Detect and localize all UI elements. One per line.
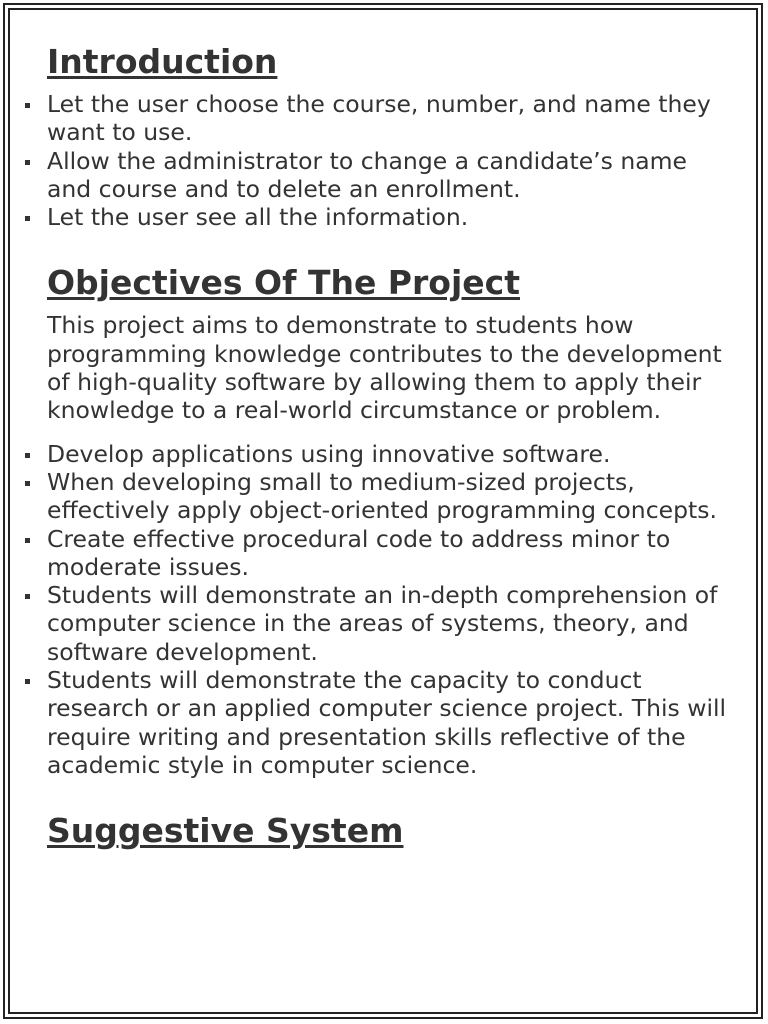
- objectives-paragraph: This project aims to demonstrate to students how programming knowledge contributes to the development of high-quality software by allowing them to apply their knowledge to a real-world circumstance or problem.: [47, 311, 722, 425]
- list-item: When developing small to medium-sized projects, effectively apply object-oriented programming concepts.: [47, 468, 727, 525]
- list-item: Let the user choose the course, number, and name they want to use.: [47, 90, 727, 147]
- list-item: Let the user see all the information.: [47, 203, 727, 231]
- introduction-list: [47, 90, 727, 231]
- document-content: [47, 40, 727, 853]
- list-item: Create effective procedural code to address minor to moderate issues.: [47, 525, 727, 582]
- introduction-heading: Introduction: [47, 42, 278, 81]
- list-item: Develop applications using innovative software.: [47, 440, 727, 468]
- objectives-list: [47, 440, 727, 780]
- suggestive-system-heading: Suggestive System: [47, 811, 404, 851]
- list-item: Students will demonstrate the capacity to conduct research or an applied computer science project. This will require writing and presentation skills reflective of the academic style in computer science.: [47, 666, 727, 779]
- list-item: Allow the administrator to change a candidate’s name and course and to delete an enrollment.: [47, 147, 727, 204]
- objectives-heading: Objectives Of The Project: [47, 263, 520, 303]
- list-item: Students will demonstrate an in-depth comprehension of computer science in the areas of systems, theory, and software development.: [47, 581, 727, 666]
